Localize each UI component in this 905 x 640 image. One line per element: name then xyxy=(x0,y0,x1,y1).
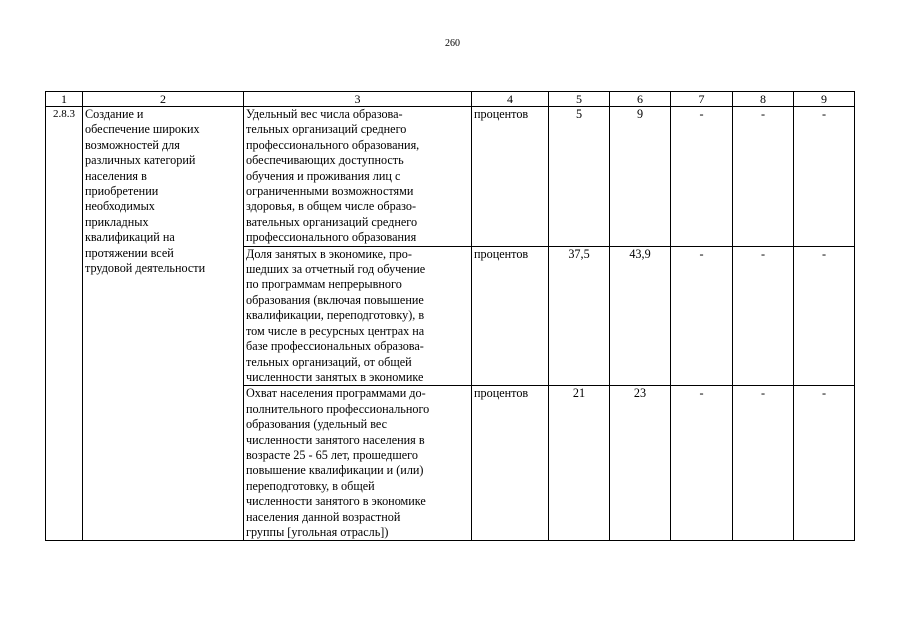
indicators-table xyxy=(45,91,855,541)
value-cell-6: 23 xyxy=(610,386,671,541)
indicator-line: Удельный вес числа образова- xyxy=(246,107,403,121)
header-cell: 2 xyxy=(83,92,244,107)
indicator-line: обеспечивающих доступность xyxy=(246,153,404,168)
indicator-line: образования (включая повышение xyxy=(246,292,424,307)
indicator-line: тельных организаций, от общей xyxy=(246,354,412,369)
indicator-line: Доля занятых в экономике, про- xyxy=(246,246,412,261)
indicator-line: ограниченными возможностями xyxy=(246,184,414,199)
indicator-line: квалификации, переподготовку), в xyxy=(246,308,425,323)
indicator-line: базе профессиональных образова- xyxy=(246,339,424,354)
indicator-line: здоровья, в общем числе образо- xyxy=(246,199,417,214)
row-number-cell: 2.8.3 xyxy=(46,107,83,541)
unit-cell: процентов xyxy=(472,246,549,386)
indicator-line: образования (удельный вес xyxy=(246,417,388,432)
indicator-line: населения данной возрастной xyxy=(246,509,401,524)
task-line: обеспечение широких xyxy=(85,122,200,137)
value-cell-7: - xyxy=(671,107,733,247)
value-cell-8: - xyxy=(733,107,794,247)
indicator-line: тельных организаций среднего xyxy=(246,122,407,137)
header-cell: 9 xyxy=(794,92,855,107)
header-cell: 4 xyxy=(472,92,549,107)
value-cell-6: 43,9 xyxy=(610,246,671,386)
task-line: приобретении xyxy=(85,184,159,199)
indicator-line: по программам непрерывного xyxy=(246,277,402,292)
indicator-line: профессионального образования, xyxy=(246,137,420,152)
header-cell: 5 xyxy=(549,92,610,107)
task-line: населения в xyxy=(85,168,147,183)
task-line: трудовой деятельности xyxy=(85,261,206,276)
indicator-line: том числе в ресурсных центрах на xyxy=(246,323,425,338)
value-cell-9: - xyxy=(794,386,855,541)
value-cell-7: - xyxy=(671,386,733,541)
unit-cell: процентов xyxy=(472,386,549,541)
table-row xyxy=(46,107,855,247)
header-cell: 7 xyxy=(671,92,733,107)
value-cell-9: - xyxy=(794,107,855,247)
value-cell-5: 5 xyxy=(549,107,610,247)
indicator-line: численности занятых в экономике xyxy=(246,369,424,384)
indicator-line: обучения и проживания лиц с xyxy=(246,168,401,183)
indicator-cell xyxy=(244,246,472,386)
unit-cell: процентов xyxy=(472,107,549,247)
indicator-line: численности занятого в экономике xyxy=(246,494,426,509)
indicator-line: шедших за отчетный год обучение xyxy=(246,262,426,277)
value-cell-8: - xyxy=(733,246,794,386)
task-line: протяжении всей xyxy=(85,245,174,260)
task-line: необходимых xyxy=(85,199,155,214)
indicator-line: возрасте 25 - 65 лет, прошедшего xyxy=(246,447,418,462)
value-cell-6: 9 xyxy=(610,107,671,247)
header-cell: 3 xyxy=(244,92,472,107)
indicator-line: полнительного профессионального xyxy=(246,401,430,416)
header-cell: 1 xyxy=(46,92,83,107)
indicator-line: повышение квалификации и (или) xyxy=(246,463,424,478)
task-line: прикладных xyxy=(85,214,149,229)
indicator-cell xyxy=(244,386,472,541)
task-cell xyxy=(83,107,244,541)
task-line: различных категорий xyxy=(85,153,196,168)
task-line: квалификаций на xyxy=(85,230,175,245)
value-cell-5: 21 xyxy=(549,386,610,541)
indicator-line: переподготовку, в общей xyxy=(246,478,375,493)
header-cell: 6 xyxy=(610,92,671,107)
header-row xyxy=(46,92,855,107)
indicator-line: группы [угольная отрасль]) xyxy=(246,524,389,539)
value-cell-7: - xyxy=(671,246,733,386)
value-cell-5: 37,5 xyxy=(549,246,610,386)
task-line: возможностей для xyxy=(85,137,180,152)
indicator-line: вательных организаций среднего xyxy=(246,214,418,229)
value-cell-9: - xyxy=(794,246,855,386)
page-number: 260 xyxy=(445,38,460,49)
value-cell-8: - xyxy=(733,386,794,541)
header-cell: 8 xyxy=(733,92,794,107)
task-line: Создание и xyxy=(85,107,144,121)
indicator-cell xyxy=(244,107,472,247)
indicator-line: профессионального образования xyxy=(246,230,417,245)
indicator-line: Охват населения программами до- xyxy=(246,386,426,401)
indicator-line: численности занятого населения в xyxy=(246,432,425,447)
